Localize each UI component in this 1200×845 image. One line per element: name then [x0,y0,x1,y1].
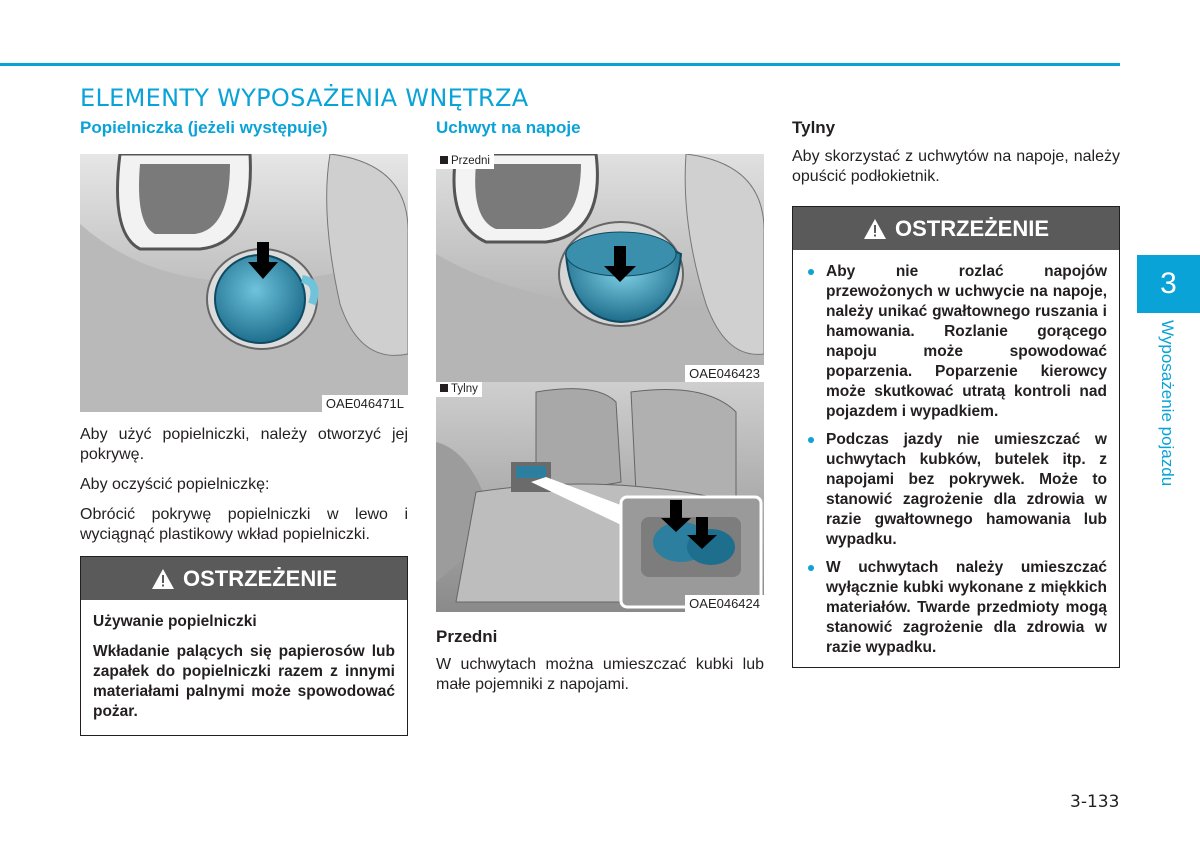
warning-icon [151,568,175,590]
list-item: W uchwytach należy umieszczać wyłącznie kubki wykonane z miękkich materiałów. Twarde przedmioty mogą stanowić zagrożenie dla zdrowia w razie wypadku. [805,558,1107,658]
ashtray-figure [80,154,408,412]
ashtray-heading: Popielniczka (jeżeli występuje) [80,118,328,137]
list-item: Podczas jazdy nie umieszczać w uchwytach kubków, butelek itp. z napojami bez pokrywek. Może to stanowić zagrożenie dla zdrowia w razie gwałtownego hamowania lub wypadku. [805,430,1107,550]
warning-icon [863,218,887,240]
chapter-name [1155,320,1177,500]
chapter-name-label: Wyposażenie pojazdu [1158,320,1177,487]
front-cupholder-figure [436,154,764,382]
warning-list [805,262,1107,658]
ashtray-para-3: Obrócić pokrywę popielniczki w lewo i wyciągnąć plastikowy wkład popielniczki. [80,506,408,543]
ashtray-illustration [80,154,408,412]
section-title: ELEMENTY WYPOSAŻENIA WNĘTRZA [80,84,529,112]
figure-tag: Tylny [436,382,482,397]
cupholder-heading: Uchwyt na napoje [436,118,581,137]
cupholder-warning [792,206,1120,668]
warning-header [81,557,407,600]
warning-subtitle: Używanie popielniczki [93,613,257,630]
ashtray-para-2: Aby oczyścić popielniczkę: [80,476,270,493]
front-text [436,655,764,695]
rear-text [792,147,1120,187]
header-rule [0,63,1120,66]
ashtray-text [80,425,408,545]
chapter-number-tab: 3 [1137,255,1200,313]
page-number: 3-133 [1070,792,1120,812]
rear-cupholder-figure [436,382,764,612]
warning-text: Wkładanie palących się papierosów lub zapałek do popielniczki razem z innymi materiałami palnymi może spowodować pożar. [93,643,395,720]
figure-code: OAE046423 [685,365,764,382]
warning-header [793,207,1119,250]
figure-code: OAE046471L [322,395,408,412]
figure-tag: Przedni [436,154,494,169]
front-subheading: Przedni [436,627,498,646]
rear-cupholder-illustration [436,382,764,612]
rear-subheading: Tylny [792,118,836,137]
ashtray-para-1: Aby użyć popielniczki, należy otworzyć jej pokrywę. [80,426,408,463]
warning-title: OSTRZEŻENIE [894,215,1049,241]
warning-title: OSTRZEŻENIE [182,565,337,591]
front-para: W uchwytach można umieszczać kubki lub małe pojemniki z napojami. [436,656,764,693]
list-item: Aby nie rozlać napojów przewożonych w uchwycie na napoje, należy unikać gwałtownego ruszania i hamowania. Rozlanie gorącego napoju może spowodować poparzenia. Poparzenie kierowcy może skutkować utratą kontroli nad pojazdem i wypadkiem. [805,262,1107,422]
rear-para: Aby skorzystać z uchwytów na napoje, należy opuścić podłokietnik. [792,148,1120,185]
figure-code: OAE046424 [685,595,764,612]
front-cupholder-illustration [436,154,764,382]
ashtray-warning [80,556,408,736]
